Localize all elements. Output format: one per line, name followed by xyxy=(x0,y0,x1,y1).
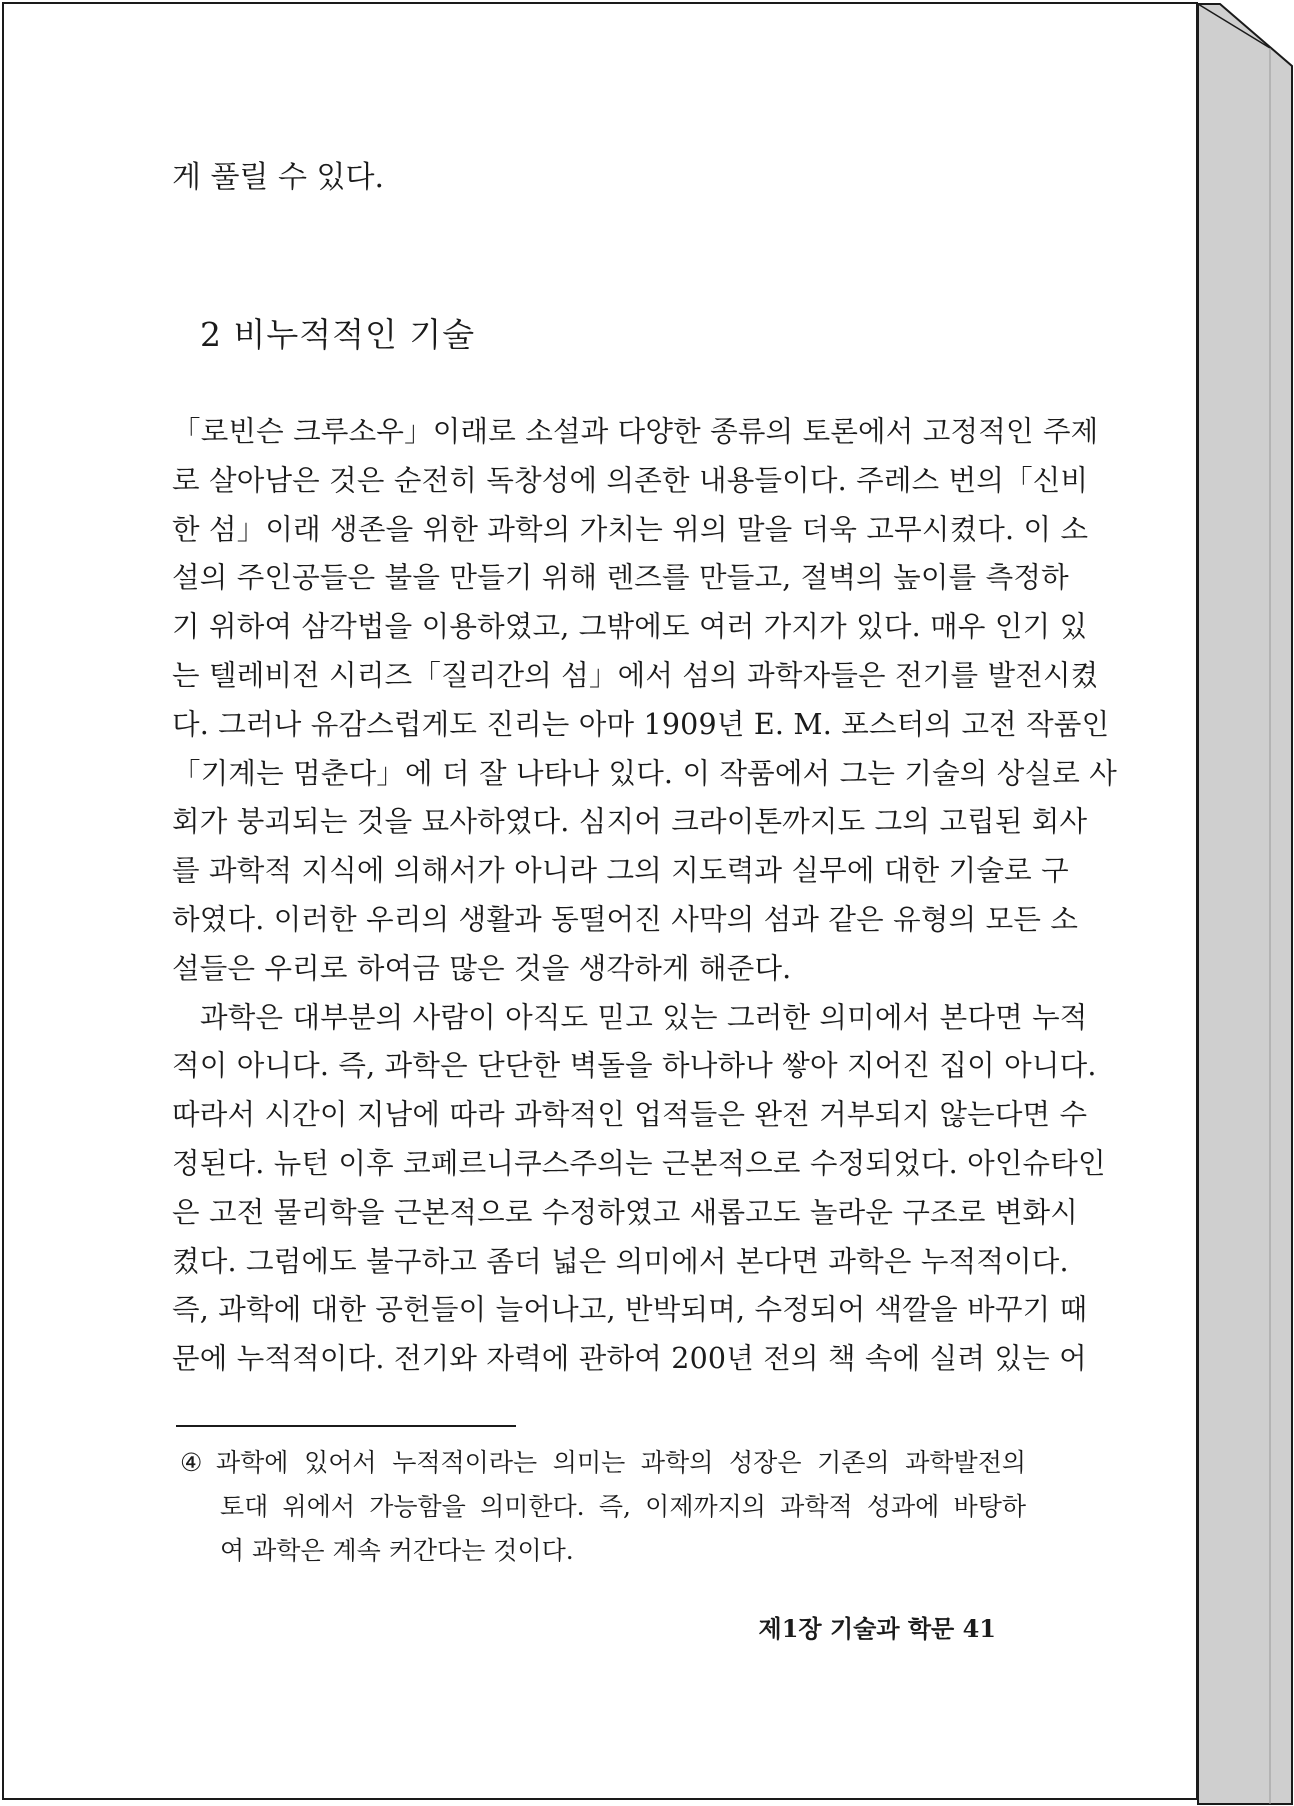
footnote-line: 토대 위에서 가능함을 의미한다. 즉, 이제까지의 과학적 성과에 바탕하 xyxy=(220,1492,1026,1521)
text-line: 기 위하여 삼각법을 이용하였고, 그밖에도 여러 가지가 있다. 매우 인기 있 xyxy=(172,610,1088,644)
footnote xyxy=(180,1441,1026,1573)
text-line: 과학은 대부분의 사람이 아직도 믿고 있는 그러한 의미에서 본다면 누적 xyxy=(200,1000,1088,1034)
lead-line: 게 풀릴 수 있다. xyxy=(172,160,385,195)
text-line: 는 텔레비전 시리즈「질리간의 섬」에서 섬의 과학자들은 전기를 발전시켰 xyxy=(172,658,1099,692)
text-line: 문에 누적적이다. 전기와 자력에 관하여 200년 전의 책 속에 실려 있는 어 xyxy=(172,1342,1087,1376)
text-line: 즉, 과학에 대한 공헌들이 늘어나고, 반박되며, 수정되어 색깔을 바꾸기 때 xyxy=(172,1293,1088,1327)
text-line: 설들은 우리로 하여금 많은 것을 생각하게 해준다. xyxy=(172,951,792,985)
text-line: 로 살아남은 것은 순전히 독창성에 의존한 내용들이다. 주레스 번의「신비 xyxy=(172,463,1089,497)
text-line: 켰다. 그럼에도 불구하고 좀더 넓은 의미에서 본다면 과학은 누적적이다. xyxy=(172,1244,1069,1278)
running-footer: 제1장 기술과 학문 41 xyxy=(758,1614,996,1643)
text-line: 적이 아니다. 즉, 과학은 단단한 벽돌을 하나하나 쌓아 지어진 집이 아니다. xyxy=(172,1049,1097,1083)
text-line: 를 과학적 지식에 의해서가 아니라 그의 지도력과 실무에 대한 기술로 구 xyxy=(172,854,1069,888)
text-line: 설의 주인공들은 불을 만들기 위해 렌즈를 만들고, 절벽의 높이를 측정하 xyxy=(172,561,1069,595)
body-text xyxy=(172,408,1117,1384)
text-line: 따라서 시간이 지남에 따라 과학적인 업적들은 완전 거부되지 않는다면 수 xyxy=(172,1098,1088,1132)
text-line: 회가 붕괴되는 것을 묘사하였다. 심지어 크라이톤까지도 그의 고립된 회사 xyxy=(172,805,1088,839)
footnote-divider xyxy=(176,1425,516,1427)
paragraph-1 xyxy=(172,408,1117,994)
text-line: 다. 그러나 유감스럽게도 진리는 아마 1909년 E. M. 포스터의 고전 작품인 xyxy=(172,707,1110,741)
text-line: 「로빈슨 크루소우」이래로 소설과 다양한 종류의 토론에서 고정적인 주제 xyxy=(172,415,1099,448)
text-line: 한 섬」이래 생존을 위한 과학의 가치는 위의 말을 더욱 고무시켰다. 이 소 xyxy=(172,512,1089,546)
footnote-text: 과학에 있어서 누적적이라는 의미는 과학의 성장은 기존의 과학발전의 xyxy=(216,1448,1026,1477)
text-line: 하였다. 이러한 우리의 생활과 동떨어진 사막의 섬과 같은 유형의 모든 소 xyxy=(172,902,1079,936)
footnote-first-line xyxy=(180,1441,1026,1485)
paragraph-2 xyxy=(172,994,1106,1384)
section-title: 2 비누적적인 기술 xyxy=(200,315,476,354)
text-line: 정된다. 뉴턴 이후 코페르니쿠스주의는 근본적으로 수정되었다. 아인슈타인 xyxy=(172,1146,1106,1180)
text-line: 「기계는 멈춘다」에 더 잘 나타나 있다. 이 작품에서 그는 기술의 상실로 사 xyxy=(172,756,1117,790)
footnote-line: 여 과학은 계속 커간다는 것이다. xyxy=(220,1536,574,1565)
footnote-marker: ④ xyxy=(180,1448,203,1477)
text-line: 은 고전 물리학을 근본적으로 수정하였고 새롭고도 놀라운 구조로 변화시 xyxy=(172,1195,1079,1229)
